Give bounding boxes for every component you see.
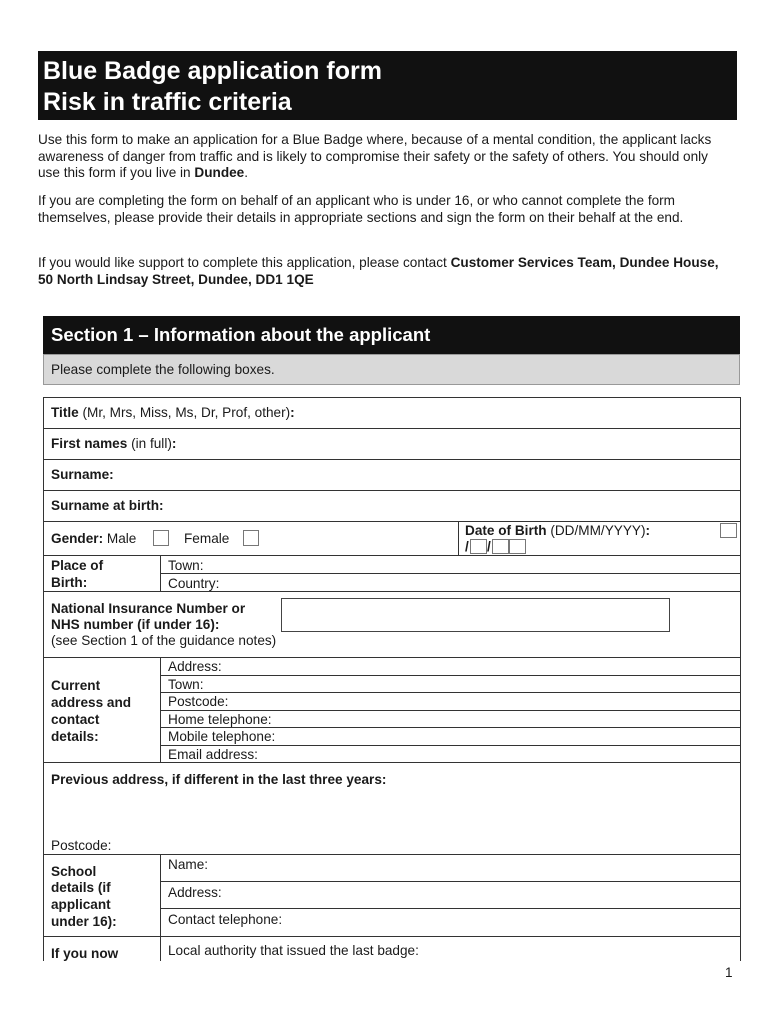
first-names-hint: (in full): [127, 436, 172, 451]
male-label: Male: [106, 531, 137, 546]
dob-digit-box[interactable]: [470, 539, 487, 554]
dob-label: Date of Birth: [465, 523, 547, 538]
form-title-banner: [38, 51, 737, 120]
current-address-label-line2: address and: [51, 695, 132, 710]
first-names-field-label[interactable]: [51, 436, 176, 452]
gender-field: [51, 531, 136, 547]
page-number: 1: [725, 965, 733, 980]
address-field[interactable]: Address:: [168, 659, 222, 674]
home-telephone-field[interactable]: Home telephone:: [168, 712, 272, 727]
surname-field-label[interactable]: Surname:: [51, 467, 114, 482]
customer-services-contact: Customer Services Team, Dundee House, 50 North Lindsay Street, Dundee, DD1 1QE: [38, 255, 719, 287]
mobile-telephone-field[interactable]: Mobile telephone:: [168, 729, 276, 744]
dob-colon: :: [645, 523, 651, 538]
dob-digit-box[interactable]: [720, 523, 737, 538]
birth-town-field[interactable]: Town:: [168, 558, 204, 573]
section1-heading: Section 1 – Information about the applicant: [43, 316, 740, 354]
current-address-label-line4: details:: [51, 729, 99, 744]
place-of-birth-label-line2: Birth:: [51, 575, 88, 590]
dob-slash-2: /: [487, 539, 491, 554]
form-title-line2: Risk in traffic criteria: [43, 88, 292, 116]
intro-p3-text: If you would like support to complete this application, please contact: [38, 255, 451, 270]
school-address-field[interactable]: Address:: [168, 885, 222, 900]
female-checkbox[interactable]: [243, 530, 259, 546]
local-authority-field[interactable]: Local authority that issued the last badge:: [168, 943, 419, 958]
intro-p1-text: Use this form to make an application for a Blue Badge where, because of a mental condition, the applicant lacks awareness of danger from traffic and is likely to compromise their safety or the safety of others. You should only use this form if you live in: [38, 132, 712, 180]
ni-label-line2: NHS number (if under 16):: [51, 617, 220, 632]
intro-paragraph-1: [38, 132, 728, 182]
gender-label: Gender:: [51, 531, 104, 546]
female-label: Female: [184, 531, 230, 546]
dob-hint: (DD/MM/YYYY): [546, 523, 646, 538]
section1-subheading: Please complete the following boxes.: [43, 354, 740, 385]
first-names-colon: :: [171, 436, 177, 451]
school-name-field[interactable]: Name:: [168, 857, 209, 872]
dob-digit-box[interactable]: [509, 539, 526, 554]
title-field-label[interactable]: [51, 405, 295, 421]
town-field[interactable]: Town:: [168, 677, 204, 692]
form-title-line1: Blue Badge application form: [43, 57, 382, 85]
current-address-label-line1: Current: [51, 678, 101, 693]
school-label-line2: details (if: [51, 880, 111, 895]
school-label-line3: applicant: [51, 897, 111, 912]
title-label: Title: [51, 405, 79, 420]
surname-at-birth-field-label[interactable]: Surname at birth:: [51, 498, 164, 513]
ni-label-line1: National Insurance Number or: [51, 601, 246, 616]
place-of-birth-label-line1: Place of: [51, 558, 104, 573]
intro-p1-end: .: [244, 165, 249, 180]
previous-address-label[interactable]: Previous address, if different in the last three years:: [51, 772, 387, 787]
ni-label-line3: (see Section 1 of the guidance notes): [51, 633, 277, 648]
dob-field-label: [465, 523, 650, 539]
male-checkbox[interactable]: [153, 530, 169, 546]
current-address-label-line3: contact: [51, 712, 100, 727]
dob-slash-1: /: [465, 539, 469, 554]
school-label-line1: School: [51, 864, 97, 879]
if-you-now-label: If you now: [51, 946, 119, 961]
school-label-line4: under 16):: [51, 914, 117, 929]
dob-digit-box[interactable]: [492, 539, 509, 554]
postcode-field[interactable]: Postcode:: [168, 694, 229, 709]
birth-country-field[interactable]: Country:: [168, 576, 220, 591]
title-hint: (Mr, Mrs, Miss, Ms, Dr, Prof, other): [78, 405, 291, 420]
school-contact-telephone-field[interactable]: Contact telephone:: [168, 912, 283, 927]
title-colon: :: [290, 405, 295, 420]
first-names-label: First names: [51, 436, 128, 451]
intro-paragraph-3: [38, 255, 728, 288]
email-address-field[interactable]: Email address:: [168, 747, 258, 762]
intro-paragraph-2: If you are completing the form on behalf of an applicant who is under 16, or who cannot complete the form themselves, please provide their details in appropriate sections and sign the form on their behalf at the end.: [38, 193, 684, 225]
ni-number-input[interactable]: [281, 598, 670, 632]
previous-postcode-field[interactable]: Postcode:: [51, 838, 112, 853]
intro-p1-bold: Dundee: [194, 165, 245, 180]
